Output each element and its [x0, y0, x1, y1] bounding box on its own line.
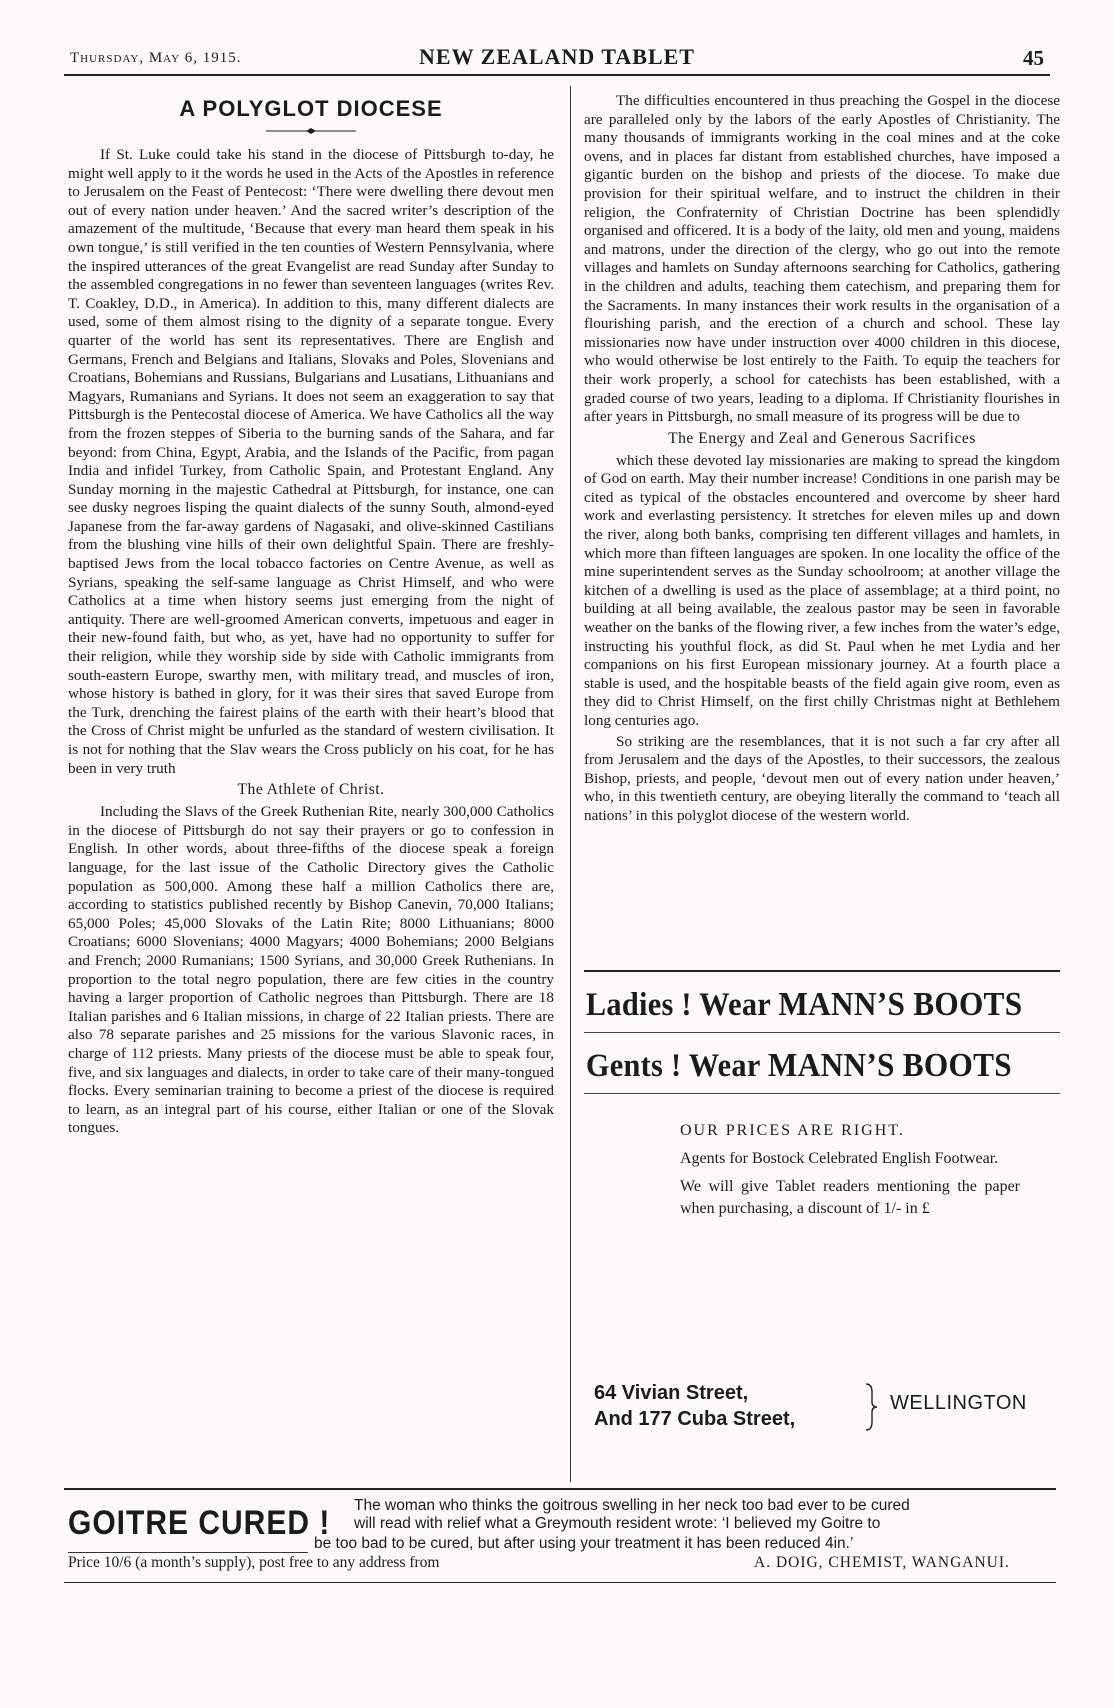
ad-brand: MANN’S BOOTS	[778, 986, 1023, 1023]
column-divider	[570, 86, 571, 1482]
ad-rule	[64, 1582, 1056, 1583]
goitre-title: GOITRE CURED !	[68, 1504, 331, 1542]
ad-address	[594, 1380, 1054, 1450]
brace-icon	[864, 1382, 878, 1432]
goitre-advertisement	[64, 1494, 1056, 1594]
article-left-column	[68, 92, 554, 1484]
ad-agents: Agents for Bostock Celebrated English Footwear.	[680, 1150, 999, 1167]
page-number: 45	[1023, 46, 1044, 70]
mann-boots-advertisement	[584, 970, 1060, 1480]
article-subhead: The Athlete of Christ.	[237, 781, 385, 799]
article-right-column	[584, 92, 1060, 948]
ad-discount: We will give Tablet readers mentioning the paper when purchasing, a discount of 1/- in £	[680, 1178, 1020, 1217]
ad-body	[680, 1122, 1020, 1220]
title-ornament-icon	[266, 128, 356, 134]
ad-city: WELLINGTON	[890, 1392, 1027, 1414]
ad-address-line: And 177 Cuba Street,	[594, 1408, 796, 1430]
ad-headline-ladies	[584, 972, 1022, 1032]
ad-rule	[64, 1488, 1056, 1490]
ad-brand: MANN’S BOOTS	[767, 1047, 1012, 1084]
publication-title: NEW ZEALAND TABLET	[419, 44, 695, 69]
article-title: A POLYGLOT DIOCESE	[179, 96, 443, 121]
goitre-text: The woman who thinks the goitrous swelling in her neck too bad ever to be cured	[354, 1497, 910, 1514]
article-paragraph: which these devoted lay missionaries are making to spread the kingdom of God on earth. May their number increase! Conditions in one parish may be cited as typical of the obstacles encountered and overcome by sheer hard work and everlasting persistency. It stretches for eleven miles up and down the river, along both banks, comprising ten different villages and hamlets, in which more than fifteen languages are spoken. In one locality the office of the mine superintendent serves as the Sunday schoolroom; at another village the kitchen of a dwelling is used as the place of assemblage; at a third point, no building at all being available, the zealous pastor may be seen in favorable weather on the banks of the flowing river, a few inches from the water’s edge, instructing his youthful flock, as did St. Paul when he met Lydia and her companions on his first European missionary journey. At a fourth place a stable is used, and the hospitable beasts of the field again give room, even as they did to Christ Himself, on the first chilly Christmas night at Bethlehem long centuries ago.	[584, 451, 1060, 729]
ad-rule	[68, 1552, 308, 1553]
article-paragraph: The difficulties encountered in thus preaching the Gospel in the diocese are paralleled only by the labors of the early Apostles of Christianity. The many thousands of immigrants working in the coal mines and at the coke ovens, and in places far distant from established churches, have imposed a gigantic burden on the bishop and priests of the diocese. To make due provision for their spiritual welfare, and to instruct the children in their religion, the Confraternity of Christian Doctrine has been splendidly organised and officered. It is a body of the laity, old men and young, maidens and matrons, under the direction of the clergy, who go out into the remote villages and hamlets on Sunday afternoons searching for Catholics, gathering in the children and adults, teaching them catechism, and preparing them for the Sacraments. In many instances their work results in the organisation of a flourishing parish, and the erection of a church and school. These lay missionaries now have under instruction over 4000 children in this diocese, who would otherwise be lost entirely to the Faith. To equip the teachers for their work properly, a school for catechists has been established, with a graded course of two years, leading to a diploma. If Christianity flourishes in after years in Pittsburgh, no small measure of its progress will be due to	[584, 92, 1060, 426]
ad-rule	[584, 1093, 1060, 1094]
article-subhead: The Energy and Zeal and Generous Sacrifices	[668, 429, 976, 447]
article-paragraph: Including the Slavs of the Greek Ruthenian Rite, nearly 300,000 Catholics in the diocese of Pittsburgh do not say their prayers or go to confession in English. In other words, about three-fifths of the diocese speak a foreign language, for the last issue of the Catholic Directory gives the Catholic population as 500,000. Among these half a million Catholics there are, according to statistics published recently by Bishop Canevin, 70,000 Italians; 65,000 Poles; 45,000 Slovaks of the Latin Rite; 8000 Lithuanians; 8000 Croatians; 6000 Slovenians; 4000 Magyars; 4000 Bohemians; 2000 Belgians and French; 2000 Rumanians; 1500 Syrians, and 30,000 Greek Ruthenians. In proportion to the total negro population, there are few cities in the country having a larger proportion of Catholic negroes than Pittsburgh. There are 18 Italian parishes and 6 Italian missions, in charge of 22 Italian priests. There are also 78 separate parishes and 25 missions for the various Slavonic races, in charge of 112 priests. Many priests of the diocese must be able to speak four, five, and six languages and dialects, in order to take care of their many-tongued flocks. Every seminarian training to become a priest of the diocese is required to learn, as an integral part of his course, either Italian or one of the Slovak tongues.	[68, 803, 554, 1137]
goitre-text: be too bad to be cured, but after using your treatment it has been reduced 4in.’	[314, 1535, 854, 1552]
ad-headline-gents	[584, 1033, 1022, 1093]
goitre-price: Price 10/6 (a month’s supply), post free to any address from	[68, 1554, 440, 1571]
ad-address-line: 64 Vivian Street,	[594, 1382, 749, 1404]
goitre-text: will read with relief what a Greymouth resident wrote: ‘I believed my Goitre to	[354, 1515, 881, 1532]
ad-prices: OUR PRICES ARE RIGHT.	[680, 1122, 905, 1139]
issue-date: Thursday, May 6, 1915.	[70, 50, 242, 66]
ad-headline-prefix: Gents ! Wear	[585, 1048, 768, 1084]
ad-headline-prefix: Ladies ! Wear	[585, 987, 779, 1023]
goitre-seller: A. DOIG, CHEMIST, WANGANUI.	[754, 1554, 1010, 1571]
masthead	[64, 42, 1050, 76]
article-paragraph: So striking are the resemblances, that it is not such a far cry after all from Jerusalem and the days of the Apostles, to their successors, the zealous Bishop, priests, and people, ‘devout men out of every nation under heaven,’ who, in this twentieth century, are obeying literally the command to ‘teach all nations’ in this polyglot diocese of the western world.	[584, 732, 1060, 824]
article-paragraph: If St. Luke could take his stand in the diocese of Pittsburgh to-day, he might well apply to it the words he used in the Acts of the Apostles in reference to Jerusalem on the Feast of Pentecost: ‘There were dwelling there devout men out of every nation under heaven.’ And the sacred writer’s description of the amazement of the multitude, ‘Because that every man heard them speak in his own tongue,’ is still verified in the ten counties of Western Pennsylvania, where the inspired utterances of the great Evangelist are read Sunday after Sunday to the assembled congregations in no fewer than seventeen languages (writes Rev. T. Coakley, D.D., in America). In addition to this, many different dialects are used, some of them almost rising to the dignity of a separate tongue. Every quarter of the world has sent its representatives. There are English and Germans, French and Belgians and Italians, Slovaks and Poles, Slovenians and Croatians, Bohemians and Russians, Bulgarians and Lusatians, Lithuanians and Magyars, Rumanians and Syrians. It does not seem an exaggeration to say that Pittsburgh is the Pentecostal diocese of America. We have Catholics all the way from the frozen steppes of Siberia to the burning sands of the Sahara, and far beyond: from China, Egypt, Arabia, and the Islands of the Pacific, from pagan India and infidel Turkey, from Catholic Spain, and Protestant England. Any Sunday morning in the majestic Cathedral at Pittsburgh, for instance, one can see dusky negroes lisping the quaint dialects of the sunny South, almond-eyed Japanese from the far-away gardens of Nagasaki, and olive-skinned Castilians from the blushing vine hills of their own delightful Spain. There are freshly-baptised Jews from the local tobacco factories on Centre Avenue, as well as Syrians, speaking the self-same language as Christ Himself, and who were Catholics at a time when history seems just emerging from the night of antiquity. There are well-groomed American converts, impetuous and eager in their new-found faith, but who, as yet, have had no opportunity to suffer for their religion, while they worship side by side with Catholic immigrants from south-eastern Europe, swarthy men, with military tread, and muscles of iron, whose history is bathed in glory, for it was their sires that saved Europe from the Turk, drenching the fairest plains of the earth with their heart’s blood that the Cross of Christ might be unfurled as the standard of western civilisation. It is not for nothing that the Slav wears the Cross publicly on his coat, for he has been in very truth	[68, 146, 554, 777]
